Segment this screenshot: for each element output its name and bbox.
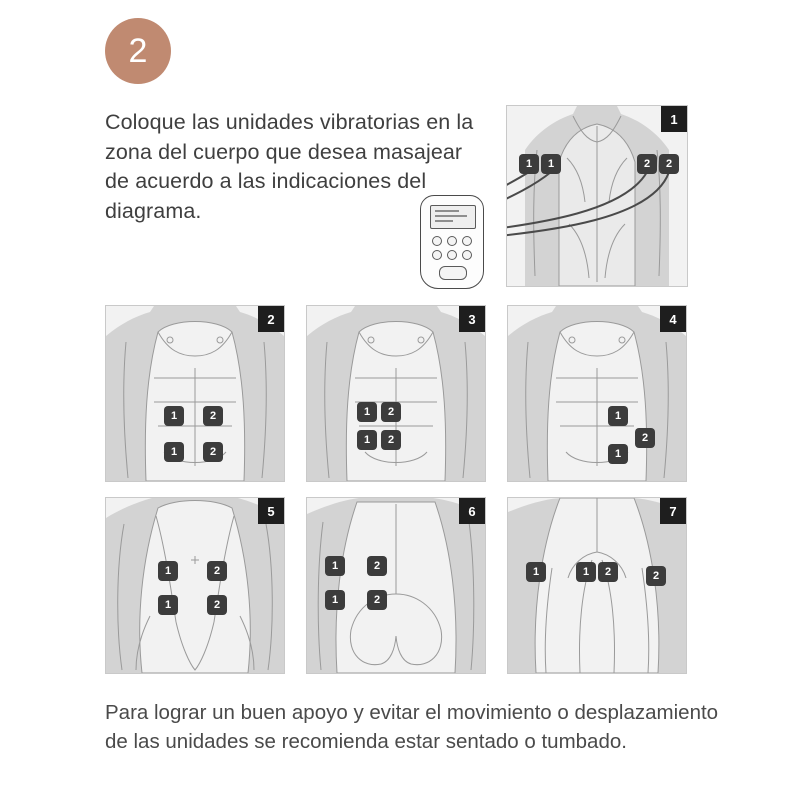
pad-marker: 2 [207, 595, 227, 615]
panel-number-badge: 7 [660, 498, 686, 524]
panel-number-badge: 5 [258, 498, 284, 524]
device-button[interactable] [462, 236, 472, 246]
upper-back-illustration [507, 106, 687, 286]
pad-marker: 2 [207, 561, 227, 581]
panel-1-upper-back [506, 105, 688, 287]
abdomen-illustration [508, 306, 686, 481]
pad-marker: 2 [659, 154, 679, 174]
pad-marker: 1 [608, 406, 628, 426]
device-screen [430, 205, 476, 229]
pad-marker: 2 [381, 402, 401, 422]
pad-marker: 2 [598, 562, 618, 582]
panel-number-badge: 6 [459, 498, 485, 524]
pad-marker: 2 [367, 556, 387, 576]
pad-marker: 1 [164, 442, 184, 462]
step-number-badge: 2 [105, 18, 171, 84]
pad-marker: 2 [381, 430, 401, 450]
panel-number-badge: 1 [661, 106, 687, 132]
pad-marker: 1 [519, 154, 539, 174]
panel-4-abdomen [507, 305, 687, 482]
control-unit-device[interactable] [420, 195, 484, 289]
pad-marker: 1 [541, 154, 561, 174]
panel-number-badge: 2 [258, 306, 284, 332]
buttocks-illustration [307, 498, 485, 673]
panel-5-lower-abdomen [105, 497, 285, 674]
pad-marker: 1 [526, 562, 546, 582]
lower-abdomen-illustration [106, 498, 284, 673]
pad-marker: 1 [164, 406, 184, 426]
pad-marker: 1 [325, 556, 345, 576]
device-button[interactable] [462, 250, 472, 260]
pad-marker: 2 [646, 566, 666, 586]
panel-number-badge: 3 [459, 306, 485, 332]
device-power-button[interactable] [439, 266, 467, 280]
pad-marker: 2 [635, 428, 655, 448]
device-button[interactable] [432, 250, 442, 260]
panel-number-badge: 4 [660, 306, 686, 332]
pad-marker: 2 [637, 154, 657, 174]
pad-marker: 1 [576, 562, 596, 582]
pad-marker: 1 [158, 561, 178, 581]
device-button[interactable] [432, 236, 442, 246]
abdomen-illustration [307, 306, 485, 481]
pad-marker: 1 [325, 590, 345, 610]
instruction-text: Coloque las unidades vibratorias en la zona del cuerpo que desea masajear de acuerdo a las indicaciones del diagrama. [105, 110, 474, 223]
panel-7-thighs [507, 497, 687, 674]
pad-marker: 2 [203, 442, 223, 462]
pad-marker: 2 [203, 406, 223, 426]
pad-marker: 1 [357, 402, 377, 422]
pad-marker: 1 [158, 595, 178, 615]
pad-marker: 1 [608, 444, 628, 464]
footer-note: Para lograr un buen apoyo y evitar el movimiento o desplazamiento de las unidades se recomienda estar sentado o tumbado. [105, 701, 719, 754]
abdomen-illustration [106, 306, 284, 481]
device-button[interactable] [447, 236, 457, 246]
panel-6-buttocks [306, 497, 486, 674]
device-button[interactable] [447, 250, 457, 260]
panel-3-abdomen [306, 305, 486, 482]
pad-marker: 2 [367, 590, 387, 610]
panel-2-abdomen [105, 305, 285, 482]
pad-marker: 1 [357, 430, 377, 450]
